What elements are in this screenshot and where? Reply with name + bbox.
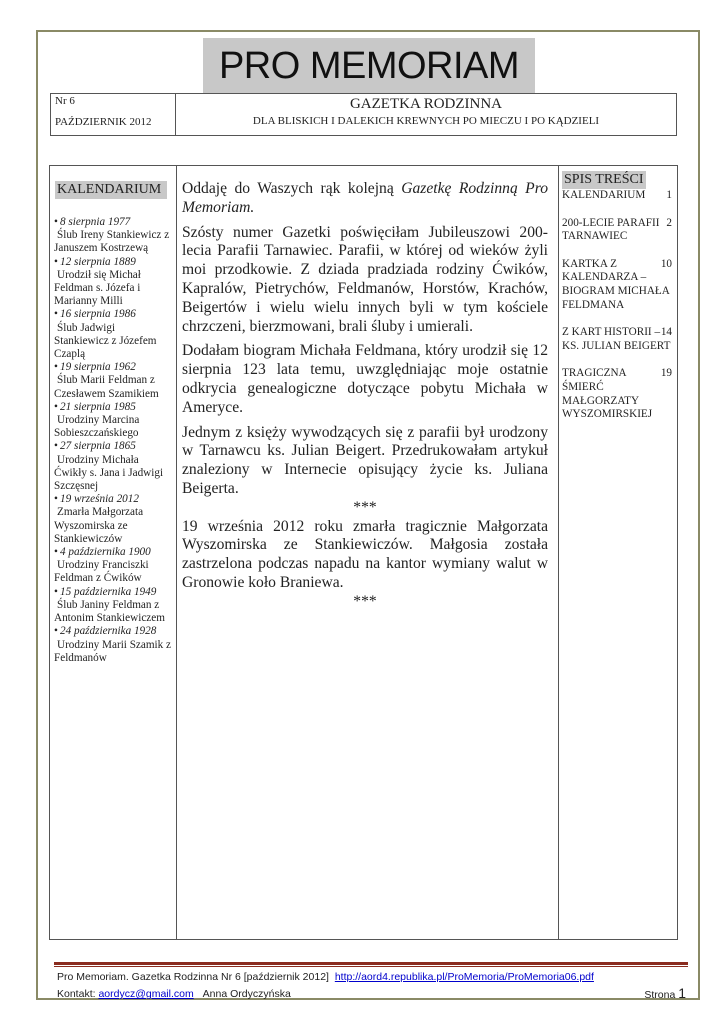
toc-column [558,166,678,939]
author-name: Anna Ordyczyńska [202,988,291,1000]
kalendarium-event: Zmarła Małgorzata Wyszomirska ze Stankiewiczów [54,506,144,545]
kalendarium-date: 19 sierpnia 1962 [60,361,136,374]
paragraph-4: Jednym z księży wywodzących się z parafii był urodzony w Tarnawcu ks. Julian Beigert. Przedrukowałam artykuł znaleziony w Internecie opisujący życie ks. Juliana Beigerta. [182,423,548,497]
kalendarium-item [54,361,172,401]
kalendarium-event: Ślub Janiny Feldman z Antonim Stankiewiczem [54,598,165,625]
page-number-value: 1 [678,985,686,1001]
footer-title: Pro Memoriam. Gazetka Rodzinna Nr 6 [październik 2012] [57,971,329,983]
issue-number: Nr 6 [55,95,75,107]
contact-label: Kontakt: [57,988,96,1000]
toc-page-number: 2 [666,216,672,229]
toc-list [562,189,672,436]
issue-date: PAŹDZIERNIK 2012 [55,116,152,128]
toc-label: Z KART HISTORII – KS. JULIAN BEIGERT [562,326,671,352]
paragraph-2: Szósty numer Gazetki poświęciłam Jubileuszowi 200-lecia Parafii Tarnawiec. Parafii, w której od wieków żyli moi przodkowie. Z dziada pradziada rodziny Ćwików, Kapralów, Pietrychów, Feldmanów, Horstów, Krachów, Beigertów i wielu wielu innych byli w tym kościele chrzczeni, bierzmowani, brali śluby i umierali. [182,223,548,335]
toc-item [562,326,672,353]
kalendarium-date: 12 sierpnia 1889 [60,255,136,268]
footer-url-link[interactable]: http://aord4.republika.pl/ProMemoria/ProMemoria06.pdf [334,971,594,983]
page-number [644,985,686,1001]
kalendarium-item [54,586,172,626]
main-table [49,165,678,940]
toc-label: TRAGICZNA ŚMIERĆ MAŁGORZATY WYSZOMIRSKIEJ [562,367,653,421]
kalendarium-heading: KALENDARIUM [55,181,167,199]
gazette-title: GAZETKA RODZINNA [349,96,503,112]
kalendarium-date: 4 października 1900 [60,546,151,559]
newsletter-title: PRO MEMORIAM [203,38,535,93]
header-table [50,93,677,136]
bullet-icon: • [54,361,58,374]
toc-item [562,189,672,203]
paragraph-3: Dodałam biogram Michała Feldmana, który urodził się 12 sierpnia 123 lata temu, uwzględniając moje ostatnie odkrycia genealogiczne dotyczące pobytu Michała w Ameryce. [182,342,548,416]
kalendarium-item [54,493,172,546]
kalendarium-item [54,546,172,586]
toc-item [562,367,672,421]
kalendarium-event: Urodził się Michał Feldman s. Józefa i Marianny Milli [54,268,141,308]
bullet-icon: • [54,216,58,228]
kalendarium-date: 24 października 1928 [60,625,157,638]
footer-contact [57,988,291,1000]
toc-heading: SPIS TREŚCI [562,171,646,189]
kalendarium-item [54,440,172,493]
paragraph-5: 19 września 2012 roku zmarła tragicznie Małgorzata Wyszomirska ze Stankiewiczów. Małgosia została zastrzelona podczas napadu na kantor wymiany walut w Gronowie koło Braniewa. [182,517,548,591]
kalendarium-event: Ślub Jadwigi Stankiewicz z Józefem Czaplą [54,321,157,361]
bullet-icon: • [54,585,58,598]
kalendarium-column [50,166,177,939]
kalendarium-date: 21 sierpnia 1985 [60,400,136,413]
bullet-icon: • [54,625,58,638]
kalendarium-event: Urodziny Michała Ćwikły s. Jana i Jadwigi Szczęsnej [54,453,164,493]
toc-item [562,258,672,312]
bullet-icon: • [54,493,58,506]
footer-rule-thin [54,966,688,967]
kalendarium-date: 19 września 2012 [60,493,139,506]
kalendarium-item [54,308,172,361]
kalendarium-item [54,256,172,309]
kalendarium-list [54,216,172,665]
toc-label: 200-LECIE PARAFII TARNAWIEC [562,216,660,243]
page-label: Strona [644,989,676,1001]
toc-item [562,217,672,244]
kalendarium-item [54,216,172,256]
separator-stars: *** [353,498,377,516]
footer-rule [54,962,688,965]
separator-stars: *** [353,592,377,610]
kalendarium-date: 27 sierpnia 1865 [60,440,136,453]
bullet-icon: • [54,400,58,413]
kalendarium-event: Urodziny Marcina Sobieszczańskiego [54,414,140,440]
toc-page-number: 1 [666,189,672,201]
kalendarium-event: Ślub Marii Feldman z Czesławem Szamikiem [54,374,159,400]
bullet-icon: • [54,255,58,268]
footer-citation [57,971,594,983]
issue-info [51,94,176,135]
kalendarium-date: 15 października 1949 [60,585,157,598]
bullet-icon: • [54,440,58,453]
kalendarium-item [54,625,172,665]
toc-page-number: 10 [660,257,672,270]
kalendarium-date: 16 sierpnia 1986 [60,308,136,321]
kalendarium-date: 8 sierpnia 1977 [60,216,131,228]
gazette-subtitle: DLA BLISKICH I DALEKICH KREWNYCH PO MIECZU I PO KĄDZIELI [252,115,600,127]
kalendarium-event: Urodziny Marii Szamik z Feldmanów [54,638,172,664]
toc-label: KALENDARIUM [562,189,646,201]
bullet-icon: • [54,308,58,321]
kalendarium-event: Ślub Ireny Stankiewicz z Januszem Kostrzewą [54,229,170,255]
kalendarium-item [54,401,172,441]
toc-label: KARTKA Z KALENDARZA – BIOGRAM MICHAŁA FELDMANA [562,257,670,311]
toc-page-number: 14 [660,326,672,339]
bullet-icon: • [54,546,58,559]
paragraph-intro: Oddaję do Waszych rąk kolejną Gazetkę Rodzinną Pro Memoriam. [182,180,548,216]
toc-page-number: 19 [660,367,672,380]
kalendarium-event: Urodziny Franciszki Feldman z Ćwików [54,559,149,585]
editorial-text [182,180,548,612]
email-link[interactable]: aordycz@gmail.com [98,988,194,1000]
